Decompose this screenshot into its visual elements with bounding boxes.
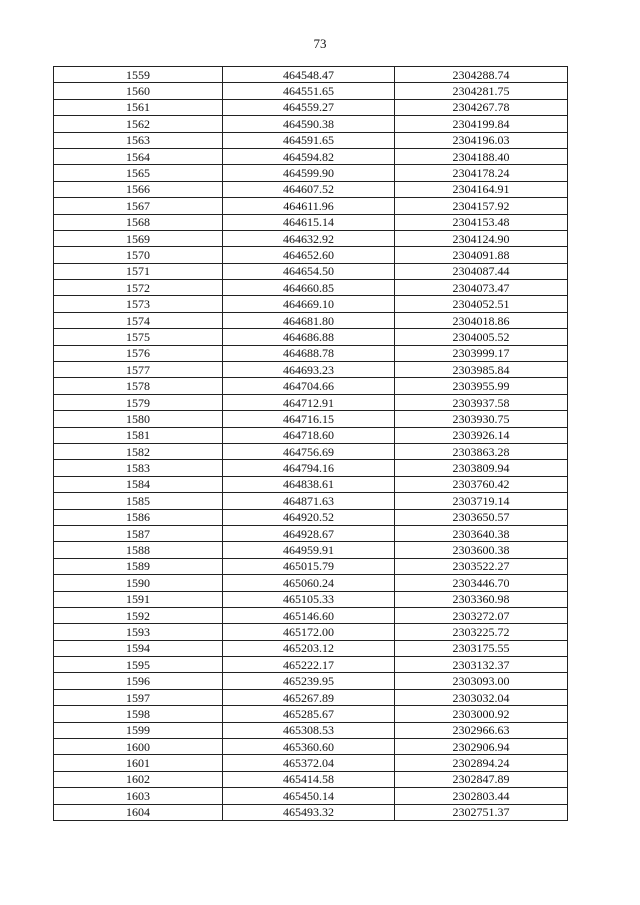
x-coordinate-cell: 464559.27 <box>223 99 395 115</box>
table-row <box>54 116 568 132</box>
table-row <box>54 657 568 673</box>
y-coordinate-cell: 2303272.07 <box>395 607 568 623</box>
point-number-cell: 1567 <box>54 198 223 214</box>
y-coordinate-cell: 2304073.47 <box>395 280 568 296</box>
point-number-cell: 1595 <box>54 657 223 673</box>
x-coordinate-cell: 465172.00 <box>223 624 395 640</box>
point-number-cell: 1577 <box>54 362 223 378</box>
table-row <box>54 394 568 410</box>
point-number-cell: 1586 <box>54 509 223 525</box>
point-number-cell: 1561 <box>54 99 223 115</box>
x-coordinate-cell: 465222.17 <box>223 657 395 673</box>
y-coordinate-cell: 2303926.14 <box>395 427 568 443</box>
y-coordinate-cell: 2303522.27 <box>395 558 568 574</box>
page-number: 73 <box>313 36 327 51</box>
point-number-cell: 1582 <box>54 443 223 459</box>
point-number-cell: 1562 <box>54 116 223 132</box>
x-coordinate-cell: 464548.47 <box>223 67 395 83</box>
x-coordinate-cell: 465267.89 <box>223 689 395 705</box>
table-row <box>54 739 568 755</box>
y-coordinate-cell: 2304157.92 <box>395 198 568 214</box>
table-row <box>54 575 568 591</box>
table-row <box>54 788 568 804</box>
table-row <box>54 607 568 623</box>
x-coordinate-cell: 464838.61 <box>223 476 395 492</box>
point-number-cell: 1571 <box>54 263 223 279</box>
table-row <box>54 165 568 181</box>
y-coordinate-cell: 2304124.90 <box>395 230 568 246</box>
point-number-cell: 1600 <box>54 739 223 755</box>
x-coordinate-cell: 464594.82 <box>223 148 395 164</box>
y-coordinate-cell: 2304199.84 <box>395 116 568 132</box>
table-row <box>54 329 568 345</box>
table-row <box>54 443 568 459</box>
y-coordinate-cell: 2303955.99 <box>395 378 568 394</box>
x-coordinate-cell: 464920.52 <box>223 509 395 525</box>
table-row <box>54 427 568 443</box>
y-coordinate-cell: 2303650.57 <box>395 509 568 525</box>
table-row <box>54 181 568 197</box>
point-number-cell: 1564 <box>54 148 223 164</box>
point-number-cell: 1602 <box>54 771 223 787</box>
x-coordinate-cell: 464928.67 <box>223 525 395 541</box>
table-row <box>54 525 568 541</box>
x-coordinate-cell: 464756.69 <box>223 443 395 459</box>
x-coordinate-cell: 465146.60 <box>223 607 395 623</box>
point-number-cell: 1584 <box>54 476 223 492</box>
x-coordinate-cell: 464660.85 <box>223 280 395 296</box>
x-coordinate-cell: 464669.10 <box>223 296 395 312</box>
table-row <box>54 755 568 771</box>
table-row <box>54 804 568 820</box>
x-coordinate-cell: 464688.78 <box>223 345 395 361</box>
y-coordinate-cell: 2303360.98 <box>395 591 568 607</box>
y-coordinate-cell: 2304267.78 <box>395 99 568 115</box>
x-coordinate-cell: 464871.63 <box>223 493 395 509</box>
x-coordinate-cell: 464607.52 <box>223 181 395 197</box>
point-number-cell: 1597 <box>54 689 223 705</box>
table-row <box>54 312 568 328</box>
table-row <box>54 460 568 476</box>
point-number-cell: 1579 <box>54 394 223 410</box>
table-row <box>54 689 568 705</box>
table-row <box>54 345 568 361</box>
table-row <box>54 296 568 312</box>
x-coordinate-cell: 465372.04 <box>223 755 395 771</box>
y-coordinate-cell: 2304178.24 <box>395 165 568 181</box>
point-number-cell: 1603 <box>54 788 223 804</box>
point-number-cell: 1591 <box>54 591 223 607</box>
table-row <box>54 362 568 378</box>
point-number-cell: 1583 <box>54 460 223 476</box>
point-number-cell: 1559 <box>54 67 223 83</box>
y-coordinate-cell: 2303600.38 <box>395 542 568 558</box>
point-number-cell: 1585 <box>54 493 223 509</box>
y-coordinate-cell: 2302847.89 <box>395 771 568 787</box>
table-row <box>54 214 568 230</box>
x-coordinate-cell: 464686.88 <box>223 329 395 345</box>
table-row <box>54 280 568 296</box>
x-coordinate-cell: 465105.33 <box>223 591 395 607</box>
point-number-cell: 1575 <box>54 329 223 345</box>
point-number-cell: 1599 <box>54 722 223 738</box>
x-coordinate-cell: 465203.12 <box>223 640 395 656</box>
y-coordinate-cell: 2304288.74 <box>395 67 568 83</box>
x-coordinate-cell: 465015.79 <box>223 558 395 574</box>
table-row <box>54 198 568 214</box>
y-coordinate-cell: 2303132.37 <box>395 657 568 673</box>
coordinates-table-body <box>54 67 568 821</box>
point-number-cell: 1563 <box>54 132 223 148</box>
table-row <box>54 132 568 148</box>
y-coordinate-cell: 2302751.37 <box>395 804 568 820</box>
x-coordinate-cell: 464599.90 <box>223 165 395 181</box>
point-number-cell: 1566 <box>54 181 223 197</box>
point-number-cell: 1576 <box>54 345 223 361</box>
x-coordinate-cell: 465450.14 <box>223 788 395 804</box>
point-number-cell: 1572 <box>54 280 223 296</box>
y-coordinate-cell: 2304196.03 <box>395 132 568 148</box>
y-coordinate-cell: 2302966.63 <box>395 722 568 738</box>
y-coordinate-cell: 2303863.28 <box>395 443 568 459</box>
table-row <box>54 640 568 656</box>
table-row <box>54 706 568 722</box>
point-number-cell: 1589 <box>54 558 223 574</box>
x-coordinate-cell: 464611.96 <box>223 198 395 214</box>
table-row <box>54 411 568 427</box>
point-number-cell: 1568 <box>54 214 223 230</box>
y-coordinate-cell: 2303000.92 <box>395 706 568 722</box>
x-coordinate-cell: 465308.53 <box>223 722 395 738</box>
x-coordinate-cell: 464591.65 <box>223 132 395 148</box>
point-number-cell: 1580 <box>54 411 223 427</box>
x-coordinate-cell: 464693.23 <box>223 362 395 378</box>
table-row <box>54 624 568 640</box>
y-coordinate-cell: 2302906.94 <box>395 739 568 755</box>
table-row <box>54 493 568 509</box>
x-coordinate-cell: 465493.32 <box>223 804 395 820</box>
point-number-cell: 1590 <box>54 575 223 591</box>
table-row <box>54 591 568 607</box>
table-row <box>54 230 568 246</box>
y-coordinate-cell: 2304164.91 <box>395 181 568 197</box>
y-coordinate-cell: 2303937.58 <box>395 394 568 410</box>
table-row <box>54 378 568 394</box>
y-coordinate-cell: 2303640.38 <box>395 525 568 541</box>
point-number-cell: 1570 <box>54 247 223 263</box>
point-number-cell: 1601 <box>54 755 223 771</box>
point-number-cell: 1598 <box>54 706 223 722</box>
point-number-cell: 1594 <box>54 640 223 656</box>
point-number-cell: 1587 <box>54 525 223 541</box>
y-coordinate-cell: 2303809.94 <box>395 460 568 476</box>
y-coordinate-cell: 2302894.24 <box>395 755 568 771</box>
y-coordinate-cell: 2303930.75 <box>395 411 568 427</box>
y-coordinate-cell: 2303760.42 <box>395 476 568 492</box>
table-row <box>54 673 568 689</box>
x-coordinate-cell: 464632.92 <box>223 230 395 246</box>
x-coordinate-cell: 465285.67 <box>223 706 395 722</box>
y-coordinate-cell: 2304153.48 <box>395 214 568 230</box>
x-coordinate-cell: 464652.60 <box>223 247 395 263</box>
x-coordinate-cell: 464615.14 <box>223 214 395 230</box>
y-coordinate-cell: 2302803.44 <box>395 788 568 804</box>
table-row <box>54 148 568 164</box>
x-coordinate-cell: 465239.95 <box>223 673 395 689</box>
point-number-cell: 1569 <box>54 230 223 246</box>
table-row <box>54 67 568 83</box>
x-coordinate-cell: 464718.60 <box>223 427 395 443</box>
table-row <box>54 247 568 263</box>
x-coordinate-cell: 464681.80 <box>223 312 395 328</box>
table-row <box>54 99 568 115</box>
x-coordinate-cell: 465414.58 <box>223 771 395 787</box>
x-coordinate-cell: 464959.91 <box>223 542 395 558</box>
y-coordinate-cell: 2303175.55 <box>395 640 568 656</box>
point-number-cell: 1593 <box>54 624 223 640</box>
y-coordinate-cell: 2304052.51 <box>395 296 568 312</box>
x-coordinate-cell: 464716.15 <box>223 411 395 427</box>
coordinates-table <box>53 66 568 821</box>
x-coordinate-cell: 464590.38 <box>223 116 395 132</box>
y-coordinate-cell: 2303032.04 <box>395 689 568 705</box>
point-number-cell: 1574 <box>54 312 223 328</box>
point-number-cell: 1604 <box>54 804 223 820</box>
x-coordinate-cell: 464712.91 <box>223 394 395 410</box>
y-coordinate-cell: 2303985.84 <box>395 362 568 378</box>
table-row <box>54 558 568 574</box>
table-row <box>54 509 568 525</box>
y-coordinate-cell: 2304281.75 <box>395 83 568 99</box>
point-number-cell: 1560 <box>54 83 223 99</box>
table-row <box>54 722 568 738</box>
point-number-cell: 1565 <box>54 165 223 181</box>
y-coordinate-cell: 2303225.72 <box>395 624 568 640</box>
y-coordinate-cell: 2304091.88 <box>395 247 568 263</box>
x-coordinate-cell: 464654.50 <box>223 263 395 279</box>
y-coordinate-cell: 2303999.17 <box>395 345 568 361</box>
y-coordinate-cell: 2304018.86 <box>395 312 568 328</box>
y-coordinate-cell: 2303446.70 <box>395 575 568 591</box>
point-number-cell: 1588 <box>54 542 223 558</box>
table-row <box>54 476 568 492</box>
y-coordinate-cell: 2303093.00 <box>395 673 568 689</box>
point-number-cell: 1573 <box>54 296 223 312</box>
table-row <box>54 542 568 558</box>
y-coordinate-cell: 2304087.44 <box>395 263 568 279</box>
table-row <box>54 83 568 99</box>
point-number-cell: 1596 <box>54 673 223 689</box>
x-coordinate-cell: 464794.16 <box>223 460 395 476</box>
y-coordinate-cell: 2304188.40 <box>395 148 568 164</box>
x-coordinate-cell: 465360.60 <box>223 739 395 755</box>
table-row <box>54 771 568 787</box>
x-coordinate-cell: 464704.66 <box>223 378 395 394</box>
y-coordinate-cell: 2303719.14 <box>395 493 568 509</box>
point-number-cell: 1578 <box>54 378 223 394</box>
y-coordinate-cell: 2304005.52 <box>395 329 568 345</box>
table-row <box>54 263 568 279</box>
point-number-cell: 1592 <box>54 607 223 623</box>
x-coordinate-cell: 464551.65 <box>223 83 395 99</box>
point-number-cell: 1581 <box>54 427 223 443</box>
x-coordinate-cell: 465060.24 <box>223 575 395 591</box>
